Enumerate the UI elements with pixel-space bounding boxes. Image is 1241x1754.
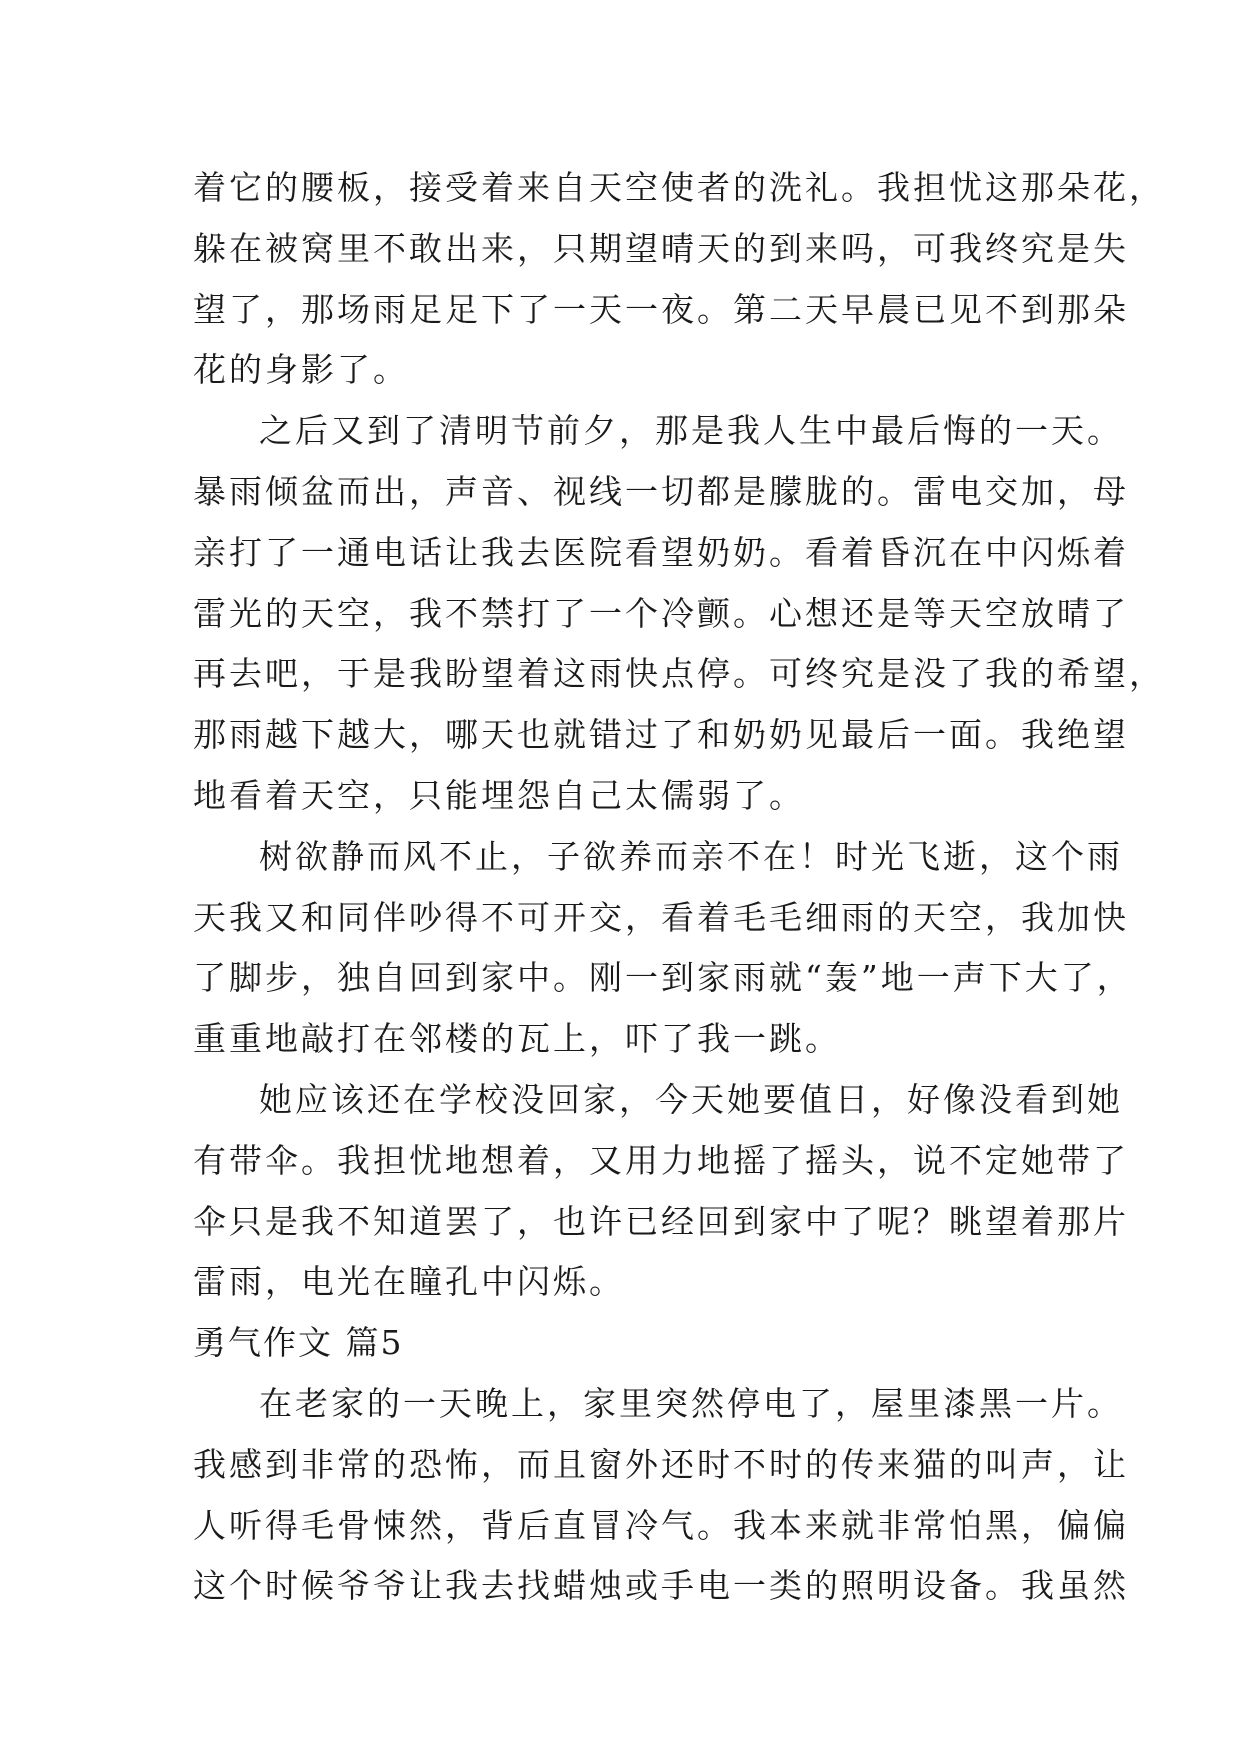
text-line: 着它的腰板，接受着来自天空使者的洗礼。我担忧这那朵花，: [193, 168, 1165, 207]
text-line: 人听得毛骨悚然，背后直冒冷气。我本来就非常怕黑，偏偏: [193, 1505, 1129, 1545]
paragraph-first-line: 树欲静而风不止，子欲养而亲不在！时光飞逝，这个雨: [259, 836, 1123, 876]
text-line: 天我又和同伴吵得不可开交，看着毛毛细雨的天空，我加快: [193, 897, 1129, 937]
text-line: 花的身影了。: [193, 350, 409, 390]
text-line: 有带伞。我担忧地想着，又用力地摇了摇头，说不定她带了: [193, 1140, 1129, 1180]
text-line: 我感到非常的恐怖，而且窗外还时不时的传来猫的叫声，让: [193, 1444, 1129, 1484]
text-line: 伞只是我不知道罢了，也许已经回到家中了呢？眺望着那片: [193, 1201, 1129, 1241]
text-line: 地看着天空，只能埋怨自己太儒弱了。: [193, 775, 805, 815]
text-line: 再去吧，于是我盼望着这雨快点停。可终究是没了我的希望，: [193, 654, 1165, 694]
paragraph-first-line: 她应该还在学校没回家，今天她要值日，好像没看到她: [259, 1079, 1123, 1119]
document-body: [193, 158, 1165, 1617]
section-heading: 勇气作文 篇5: [193, 1323, 404, 1363]
text-line: 亲打了一通电话让我去医院看望奶奶。看着昏沉在中闪烁着: [193, 532, 1129, 572]
paragraph-first-line: 之后又到了清明节前夕，那是我人生中最后悔的一天。: [259, 411, 1123, 451]
paragraph-first-line: 在老家的一天晚上，家里突然停电了，屋里漆黑一片。: [259, 1383, 1123, 1423]
text-line: 那雨越下越大，哪天也就错过了和奶奶见最后一面。我绝望: [193, 715, 1129, 755]
text-line: 重重地敲打在邻楼的瓦上，吓了我一跳。: [193, 1019, 841, 1059]
text-line: 了脚步，独自回到家中。刚一到家雨就“轰”地一声下大了，: [193, 958, 1133, 998]
text-line: 暴雨倾盆而出，声音、视线一切都是朦胧的。雷电交加，母: [193, 471, 1129, 511]
text-line: 这个时候爷爷让我去找蜡烛或手电一类的照明设备。我虽然: [193, 1566, 1129, 1606]
text-line: 望了，那场雨足足下了一天一夜。第二天早晨已见不到那朵: [193, 289, 1129, 329]
text-line: 躲在被窝里不敢出来，只期望晴天的到来吗，可我终究是失: [193, 228, 1129, 268]
text-line: 雷光的天空，我不禁打了一个冷颤。心想还是等天空放晴了: [193, 593, 1129, 633]
text-line: 雷雨，电光在瞳孔中闪烁。: [193, 1262, 625, 1302]
